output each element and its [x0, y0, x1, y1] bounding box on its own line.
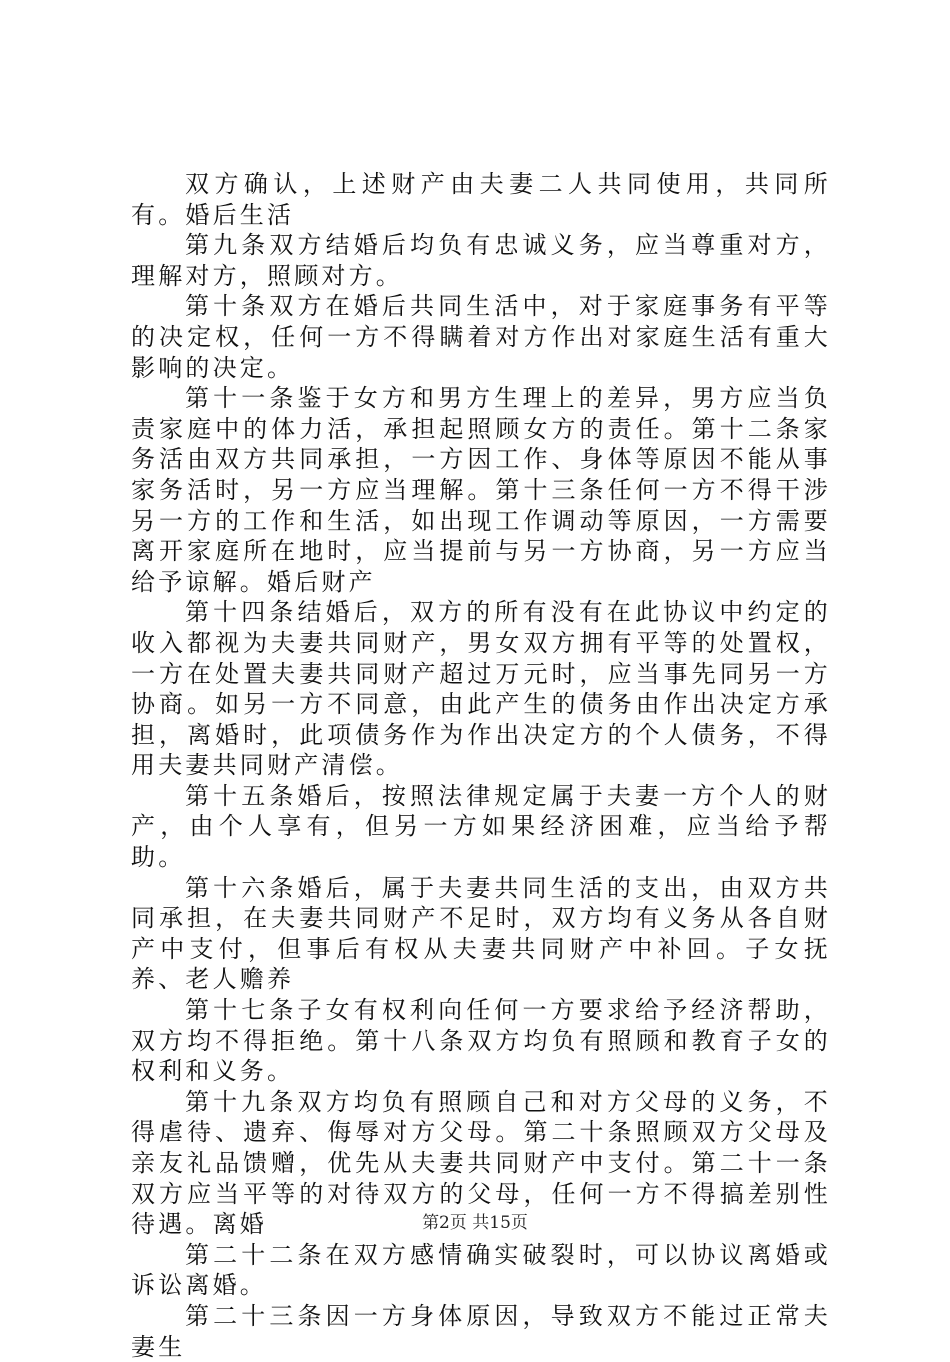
document-body — [131, 169, 831, 1362]
paragraph-4: 第十一条鉴于女方和男方生理上的差异，男方应当负责家庭中的体力活，承担起照顾女方的责任。第十二条家务活由双方共同承担，一方因工作、身体等原因不能从事家务活时，另一方应当理解。第十三条任何一方不得干涉另一方的工作和生活，如出现工作调动等原因，一方需要离开家庭所在地时，应当提前与另一方协商，另一方应当给予谅解。婚后财产 — [131, 384, 831, 596]
paragraph-3: 第十条双方在婚后共同生活中，对于家庭事务有平等的决定权，任何一方不得瞒着对方作出对家庭生活有重大影响的决定。 — [131, 292, 831, 382]
paragraph-11: 第二十三条因一方身体原因，导致双方不能过正常夫妻生 — [131, 1301, 831, 1361]
page-footer: 第2页 共15页 — [422, 1213, 528, 1233]
paragraph-10: 第二十二条在双方感情确实破裂时，可以协议离婚或诉讼离婚。 — [131, 1240, 831, 1300]
paragraph-5: 第十四条结婚后，双方的所有没有在此协议中约定的收入都视为夫妻共同财产，男女双方拥有平等的处置权，一方在处置夫妻共同财产超过万元时，应当事先同另一方协商。如另一方不同意，由此产生的债务由作出决定方承担，离婚时，此项债务作为作出决定方的个人债务，不得用夫妻共同财产清偿。 — [131, 598, 831, 780]
paragraph-1: 双方确认，上述财产由夫妻二人共同使用，共同所有。婚后生活 — [131, 170, 831, 229]
paragraph-6: 第十五条婚后，按照法律规定属于夫妻一方个人的财产，由个人享有，但另一方如果经济困难，应当给予帮助。 — [131, 781, 831, 872]
paragraph-7: 第十六条婚后，属于夫妻共同生活的支出，由双方共同承担，在夫妻共同财产不足时，双方均有义务从各自财产中支付，但事后有权从夫妻共同财产中补回。子女抚养、老人赡养 — [131, 873, 831, 994]
paragraph-9: 第十九条双方均负有照顾自己和对方父母的义务，不得虐待、遗弃、侮辱对方父母。第二十条照顾双方父母及亲友礼品馈赠，优先从夫妻共同财产中支付。第二十一条双方应当平等的对待双方的父母，任何一方不得搞差别性待遇。离婚 — [131, 1087, 831, 1239]
paragraph-2: 第九条双方结婚后均负有忠诚义务，应当尊重对方，理解对方，照顾对方。 — [131, 231, 831, 290]
paragraph-8: 第十七条子女有权利向任何一方要求给予经济帮助，双方均不得拒绝。第十八条双方均负有照顾和教育子女的权利和义务。 — [131, 996, 831, 1086]
